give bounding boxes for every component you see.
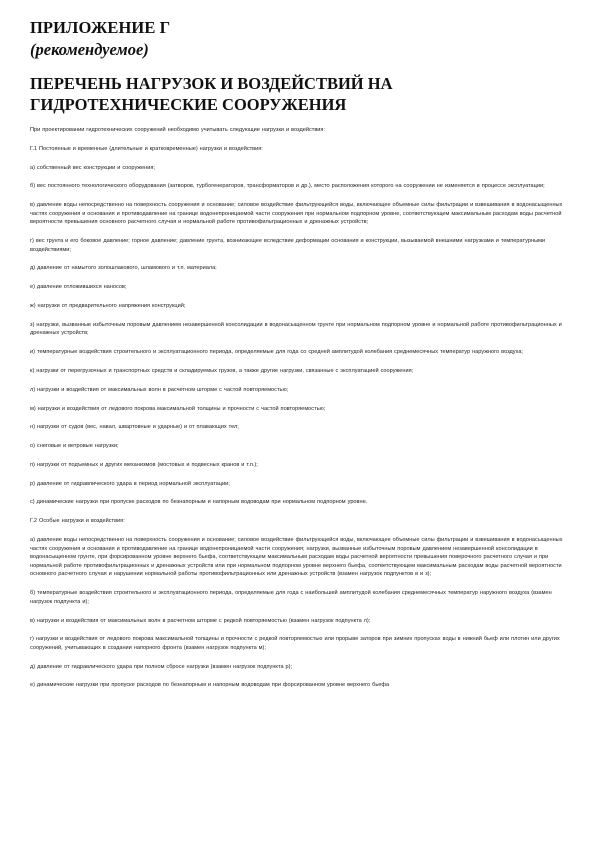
section-g2-heading: Г.2 Особые нагрузки и воздействия: xyxy=(30,518,125,525)
list-item: к) нагрузки от перегрузочных и транспортных средств и складируемых грузов, а также другие нагрузки, связанные с эксплуатацией сооружения; xyxy=(30,367,414,374)
list-item: е) давление отложившихся наносов; xyxy=(30,284,127,291)
list-item: л) нагрузки и воздействия от максимальных волн в расчетном штормe с частой повторяемостью; xyxy=(30,386,289,393)
list-item: з) нагрузки, вызванные избыточным поровым давлением незавершенной консолидации в водонасыщенном грунте при нормальном подпорном уровне и нормальной работе противофильтрационных и дренажных устройств; xyxy=(30,321,562,337)
list-item: д) давление от намытого золошлакового, шламового и т.п. материала; xyxy=(30,265,217,272)
appendix-heading: ПРИЛОЖЕНИЕ Г xyxy=(30,18,171,37)
list-item: в) нагрузки и воздействия от максимальных волн в расчетном шторме с редкой повторяемостью (взамен нагрузок подпункта л); xyxy=(30,617,371,624)
recommended-subheading: (рекомендуемое) xyxy=(30,40,149,59)
document-body xyxy=(30,126,566,700)
intro-paragraph: При проектировании гидротехнических сооружений необходимо учитывать следующие нагрузки и воздействия: xyxy=(30,127,325,133)
list-item: г) нагрузки и воздействия от ледового покрова максимальной толщины и прочности с редкой повторяемостью или прорыве заторов при зимних пропусках воды в нижний бьеф или плотин или других сооружений, учитывающих в создании напорного фронта (взамен нагрузок подпункта м); xyxy=(30,636,560,651)
list-item: ж) нагрузки от предварительного напряжения конструкций; xyxy=(30,303,186,310)
list-item: б) вес постоянного технологического оборудования (затворов, турбогенераторов, трансформаторов и др.), место расположения которого на сооружении не изменяется в процессе эксплуатации; xyxy=(30,183,545,190)
list-item: г) вес грунта и его боковое давление; горное давление; давление грунта, возникающее вследствие деформации основания и конструкции, вызываемой внешними нагрузками и температурными воздействиями; xyxy=(30,238,546,253)
section-g1-heading: Г.1 Постоянные и временные (длительные и кратковременные) нагрузки и воздействия: xyxy=(30,145,263,152)
list-item: м) нагрузки и воздействия от ледового покрова максимальной толщины и прочности с частой повторяемостью; xyxy=(30,405,326,412)
list-item: в) давление воды непосредственно на поверхность сооружения и основание; силовое воздействие фильтрующейся воды, включающее объемные силы фильтрации и взвешивания в водонасыщенных частях сооружения и основания и противодавление на границе водонепроницаемой части сооружения при нормальном подпорном уровне, соответствующем максимальным расходам воды расчетной вероятности превышения основного расчетного случая и нормальной работе противофильтрационных и дренажных устройств; xyxy=(30,202,563,226)
list-item: и) температурные воздействия строительного и эксплуатационного периода, определяемые для года со средней амплитудой колебания среднемесячных температур наружного воздуха; xyxy=(30,349,523,356)
list-item: р) давление от гидравлического удара в период нормальной эксплуатации; xyxy=(30,480,230,487)
list-item: д) давление от гидравлического удара при полном сбросе нагрузки (взамен нагрузок подпункта р); xyxy=(30,663,293,670)
document-title: ПЕРЕЧЕНЬ НАГРУЗОК И ВОЗДЕЙСТВИЙ НА ГИДРОТЕХНИЧЕСКИЕ СООРУЖЕНИЯ xyxy=(30,74,393,114)
list-item: а) собственный вес конструкции и сооружения; xyxy=(30,164,155,171)
list-item: с) динамические нагрузки при пропуске расходов по безнапорным и напорным водоводам при нормальном подпорном уровне. xyxy=(30,499,368,506)
list-item: н) нагрузки от судов (вес, навал, швартовные и ударные) и от плавающих тел; xyxy=(30,424,239,431)
list-item: а) давление воды непосредственно на поверхность сооружения и основание; силовое воздействие фильтрующейся воды, включающее объемные силы фильтрации и взвешивания в водонасыщенных частях сооружения и основания и противодавление на границе водонепроницаемой части сооружения; нагрузки, вызванные избыточным поровым давлением незавершенной консолидации в водонасыщенном грунте, при форсированном уровне верхнего бьефа, соответствующем максимальным расходам воды расчетной вероятности превышения поверочного расчетного случая и при нормальной работе противофильтрационных и дренажных устройств или при нормальном подпорном уровне верхнего бьефа, соответствующем максимальным расходам воды расчетной вероятности основного расчетного случая и нарушении нормальной работы противофильтрационных или дренажных устройств (взамен нагрузок подпунктов в и з); xyxy=(30,537,563,578)
list-item: о) снеговые и ветровые нагрузки; xyxy=(30,443,119,450)
list-item: б) температурные воздействия строительного и эксплуатационного периода, определяемые для года с наибольшей амплитудой колебания среднемесячных температур наружного воздуха (взамен нагрузок подпункта и); xyxy=(30,590,552,605)
list-item: п) нагрузки от подъемных и других механизмов (мостовых и подвесных кранов и т.п.); xyxy=(30,461,258,468)
list-item: е) динамические нагрузки при пропуске расходов по безнапорным и напорным водоводам при форсированном уровне верхнего бьефа xyxy=(30,682,390,689)
